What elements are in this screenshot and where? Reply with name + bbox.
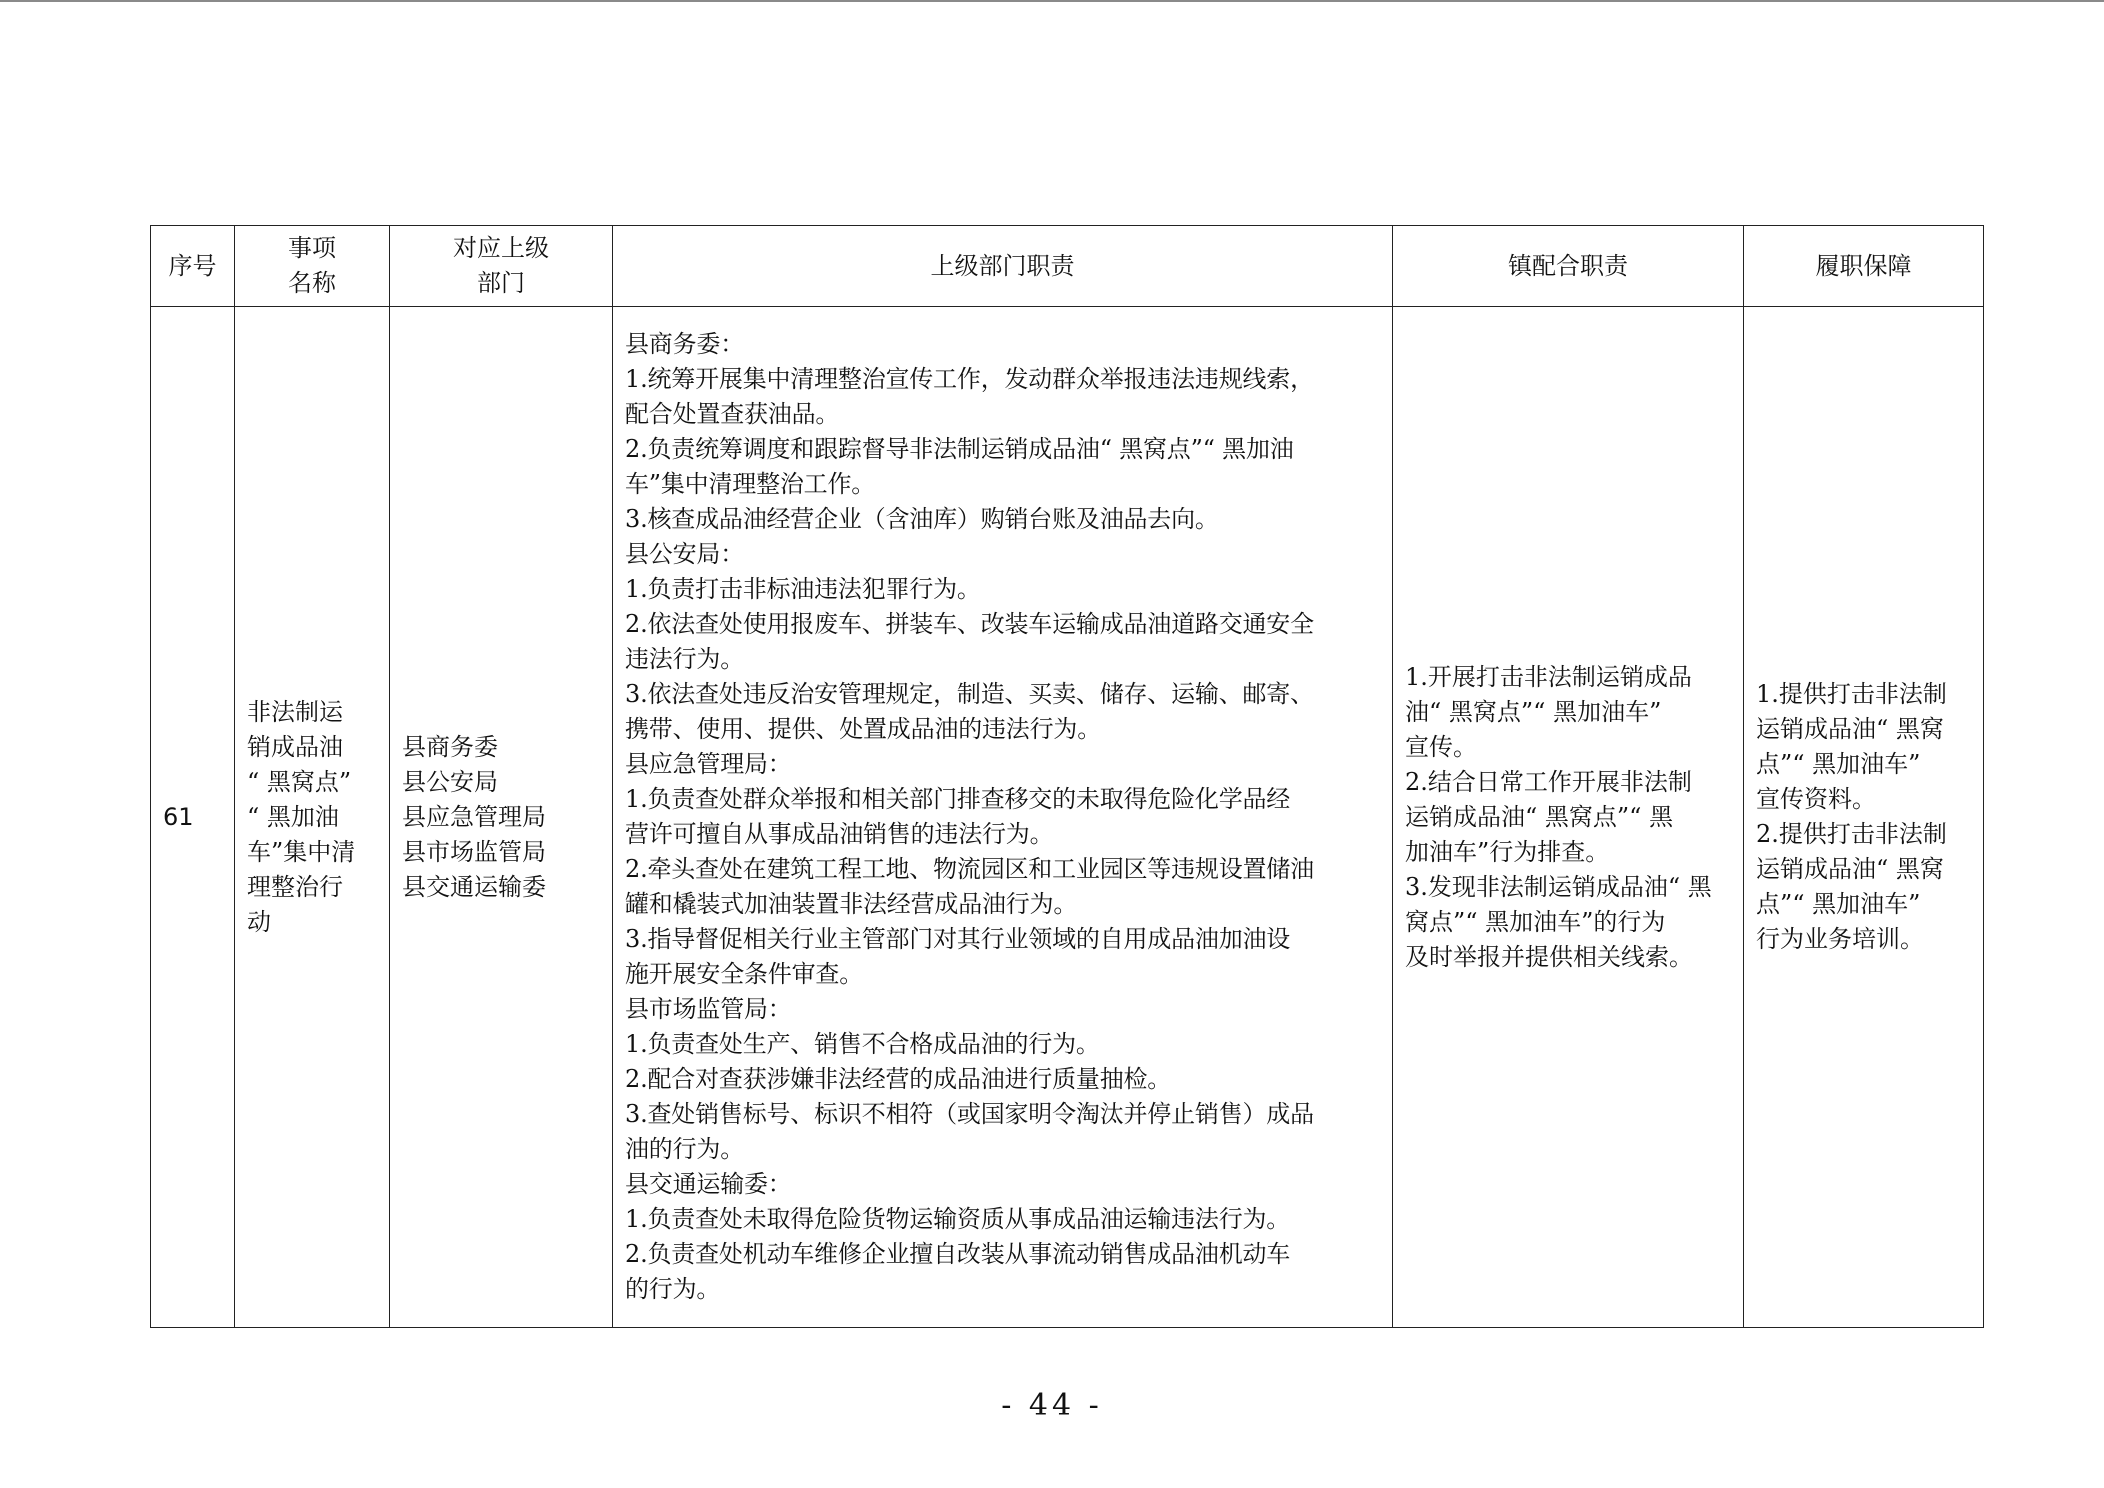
page-number: - 44 - [1001,1388,1103,1423]
cell-higher-duty [613,307,1393,1328]
cell-line: “ 黑窝点” [247,767,352,796]
cell-line: 及时举报并提供相关线索。 [1405,942,1693,971]
cell-line: 县应急管理局 [402,802,546,831]
cell-line: 1.负责查处生产、销售不合格成品油的行为。 [625,1030,1100,1058]
cell-line: 理整治行 [247,872,343,901]
cell-line: 2.牵头查处在建筑工程工地、物流园区和工业园区等违规设置储油 [625,855,1314,883]
cell-line: 1.统筹开展集中清理整治宣传工作，发动群众举报违法违规线索， [625,365,1314,393]
cell-dept [390,307,613,1328]
cell-line: 车”集中清理整治工作。 [625,470,876,498]
header-dept [390,226,613,307]
cell-line: 宣传资料。 [1756,785,1876,813]
cell-line: 3.指导督促相关行业主管部门对其行业领域的自用成品油加油设 [625,925,1291,953]
cell-line: 1.开展打击非法制运销成品 [1405,662,1692,691]
cell-line: “ 黑加油 [247,802,339,831]
cell-line: 携带、使用、提供、处置成品油的违法行为。 [625,715,1101,743]
header-item-name-line-1: 事项 [288,234,336,262]
cell-line: 2.结合日常工作开展非法制 [1405,767,1692,796]
cell-line: 县交通运输委 [402,872,546,901]
cell-line: 配合处置查获油品。 [625,400,840,428]
cell-line: 2.负责统筹调度和跟踪督导非法制运销成品油“ 黑窝点”“ 黑加油 [625,435,1294,463]
cell-line: 县公安局 [402,767,498,796]
cell-line: 县应急管理局： [625,750,792,778]
cell-line: 2.依法查处使用报废车、拼装车、改装车运输成品油道路交通安全 [625,610,1314,638]
header-higher-duty: 上级部门职责 [613,226,1393,307]
cell-line: 1.负责查处群众举报和相关部门排查移交的未取得危险化学品经 [625,785,1291,813]
cell-line: 运销成品油“ 黑窝 [1756,715,1944,743]
cell-line: 行为业务培训。 [1756,925,1924,953]
cell-line: 县商务委： [625,330,744,358]
cell-line: 车”集中清 [247,837,356,866]
cell-line: 宣传。 [1405,732,1477,761]
cell-no: 61 [151,307,235,1328]
table-header-row [151,226,1984,307]
header-guarantee: 履职保障 [1744,226,1984,307]
cell-line: 县交通运输委： [625,1170,792,1198]
cell-line: 施开展安全条件审查。 [625,960,863,988]
cell-town-duty [1393,307,1744,1328]
cell-line: 营许可擅自从事成品油销售的违法行为。 [625,820,1054,848]
header-town-duty: 镇配合职责 [1393,226,1744,307]
cell-line: 油“ 黑窝点”“ 黑加油车” [1405,697,1662,726]
cell-line: 罐和橇装式加油装置非法经营成品油行为。 [625,890,1078,918]
cell-line: 运销成品油“ 黑窝点”“ 黑 [1405,802,1674,831]
cell-line: 1.负责打击非标油违法犯罪行为。 [625,575,981,603]
cell-line: 销成品油 [247,732,343,761]
cell-line: 2.负责查处机动车维修企业擅自改装从事流动销售成品油机动车 [625,1240,1291,1268]
header-dept-line-2: 部门 [477,269,525,297]
cell-line: 的行为。 [625,1275,721,1303]
header-no: 序号 [151,226,235,307]
cell-line: 1.负责查处未取得危险货物运输资质从事成品油运输违法行为。 [625,1205,1291,1233]
cell-line: 违法行为。 [625,645,744,673]
cell-line: 3.核查成品油经营企业（含油库）购销台账及油品去向。 [625,505,1219,533]
table-row [151,307,1984,1328]
cell-line: 窝点”“ 黑加油车”的行为 [1405,907,1666,936]
cell-guarantee [1744,307,1984,1328]
cell-line: 加油车”行为排查。 [1405,837,1610,866]
header-dept-line-1: 对应上级 [453,234,549,262]
cell-item-name [235,307,390,1328]
cell-line: 运销成品油“ 黑窝 [1756,855,1944,883]
cell-line: 点”“ 黑加油车” [1756,890,1921,918]
cell-line: 动 [247,907,271,936]
cell-line: 3.发现非法制运销成品油“ 黑 [1405,872,1712,901]
cell-line: 2.提供打击非法制 [1756,820,1947,848]
cell-line: 2.配合对查获涉嫌非法经营的成品油进行质量抽检。 [625,1065,1172,1093]
cell-line: 县商务委 [402,732,498,761]
cell-line: 非法制运 [247,697,343,726]
cell-line: 县市场监管局： [625,995,792,1023]
header-item-name [235,226,390,307]
cell-line: 1.提供打击非法制 [1756,680,1947,708]
header-item-name-line-2: 名称 [288,269,336,297]
cell-line: 3.查处销售标号、标识不相符（或国家明令淘汰并停止销售）成品 [625,1100,1314,1128]
cell-line: 点”“ 黑加油车” [1756,750,1921,778]
top-border-line [0,0,2104,2]
cell-line: 县市场监管局 [402,837,546,866]
duty-table [150,225,1984,1328]
cell-line: 油的行为。 [625,1135,744,1163]
cell-line: 县公安局： [625,540,744,568]
cell-line: 3.依法查处违反治安管理规定，制造、买卖、储存、运输、邮寄、 [625,680,1314,708]
